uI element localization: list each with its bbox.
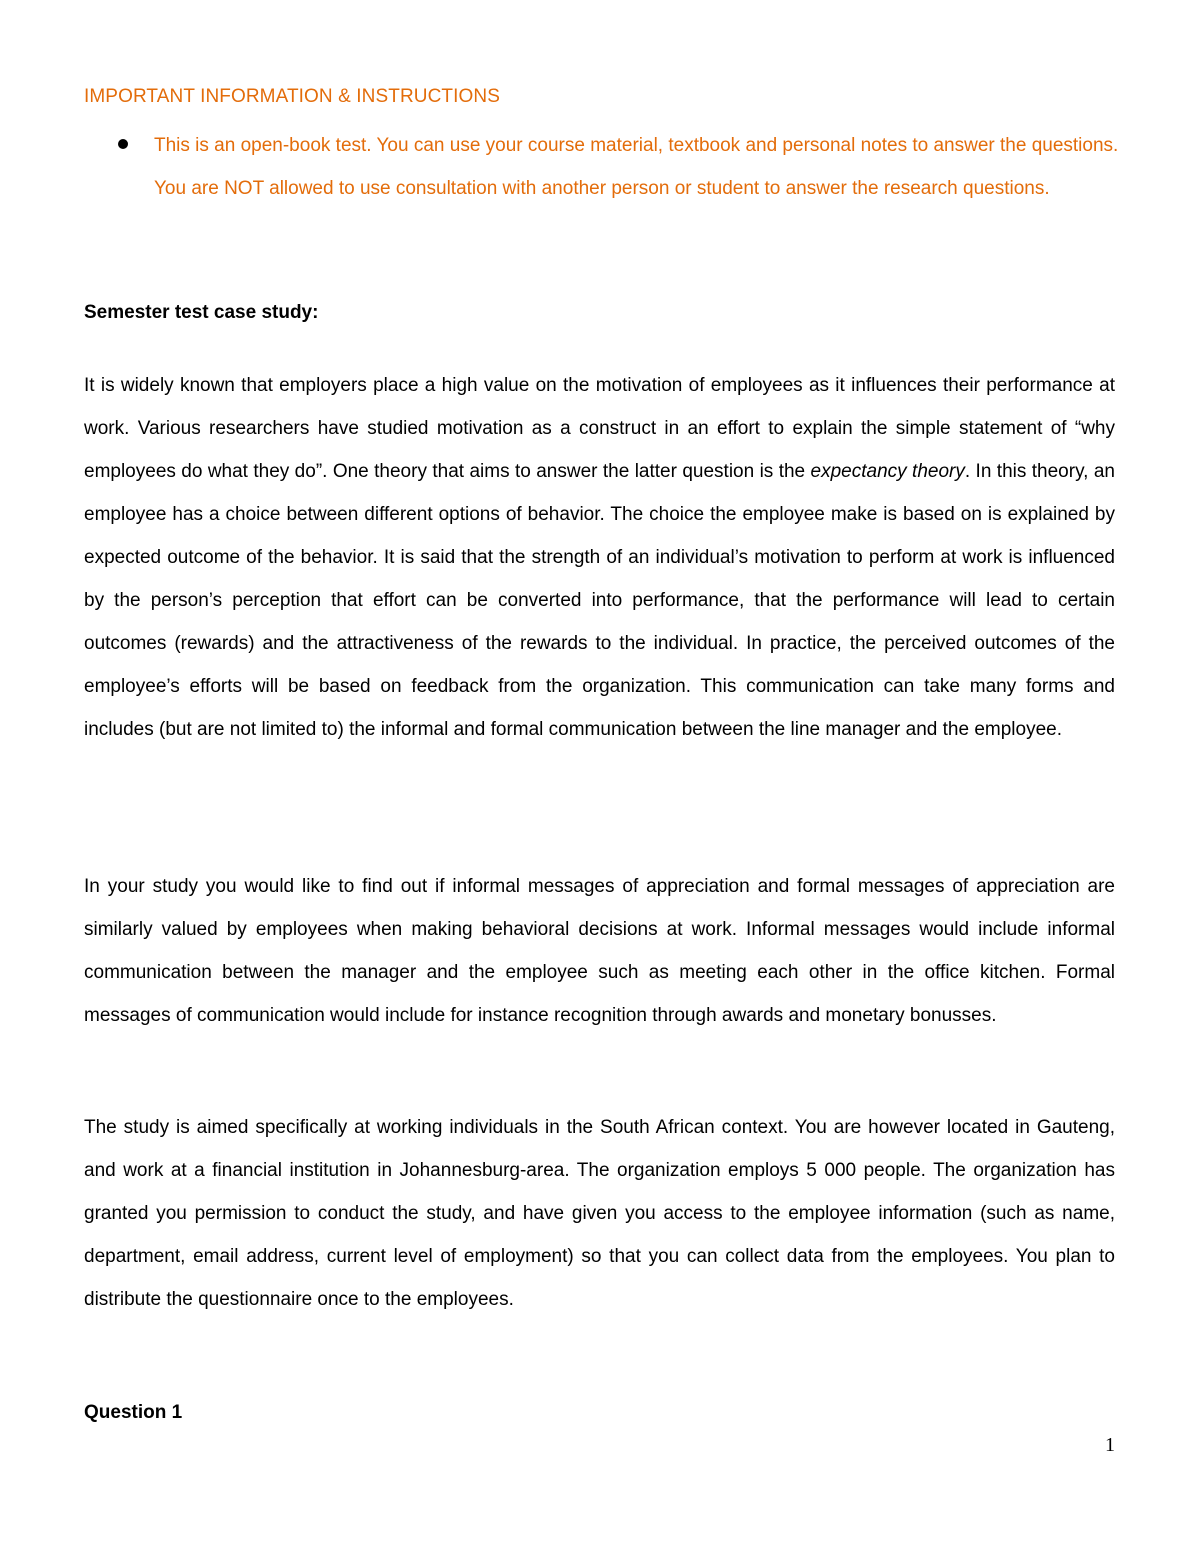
page-number: 1 <box>1105 1434 1115 1456</box>
case-study-title: Semester test case study: <box>84 302 319 323</box>
paragraph-1-text-end: . In this theory, an employee has a choice between different options of behavior. The choice the employee make is based on is explained by expected outcome of the behavior. It is said that the strength of an individual’s motivation to perform at work is influenced by the person’s perception that effort can be converted into performance, that the performance will lead to certain outcomes (rewards) and the attractiveness of the rewards to the individual. In practice, the perceived outcomes of the employee’s efforts will be based on feedback from the organization. This communication can take many forms and includes (but are not limited to) the informal and formal communication between the line manager and the employee. <box>84 461 1115 740</box>
case-study-paragraph-3: The study is aimed specifically at working individuals in the South African context. You are however located in Gauteng, and work at a financial institution in Johannesburg-area. The organization employs 5 000 people. The organization has granted you permission to conduct the study, and have given you access to the employee information (such as name, department, email address, current level of employment) so that you can collect data from the employees. You plan to distribute the questionnaire once to the employees. <box>84 1117 1115 1310</box>
instructions-list <box>84 124 1124 210</box>
paragraph-1-emphasis: expectancy theory <box>810 461 965 482</box>
question-heading: Question 1 <box>84 1402 183 1423</box>
instruction-bullet-item <box>84 124 1124 210</box>
instructions-heading: IMPORTANT INFORMATION & INSTRUCTIONS <box>84 86 500 107</box>
case-study-paragraph-1 <box>84 364 1115 751</box>
paragraph-1-text-start: It is widely known that employers place a high value on the motivation of employees as it influences their performance at work. Various researchers have studied motivation as a construct in an effort to explain the simple statement of “why employees do what they do”. One theory that aims to answer the latter question is the <box>84 375 1115 482</box>
bullet-dot-icon <box>118 139 128 149</box>
instruction-bullet-text: This is an open-book test. You can use your course material, textbook and personal notes to answer the questions. You are NOT allowed to use consultation with another person or student to answer the research questions. <box>154 135 1119 199</box>
case-study-paragraph-2: In your study you would like to find out if informal messages of appreciation and formal messages of appreciation are similarly valued by employees when making behavioral decisions at work. Informal messages would include informal communication between the manager and the employee such as meeting each other in the office kitchen. Formal messages of communication would include for instance recognition through awards and monetary bonusses. <box>84 876 1115 1026</box>
